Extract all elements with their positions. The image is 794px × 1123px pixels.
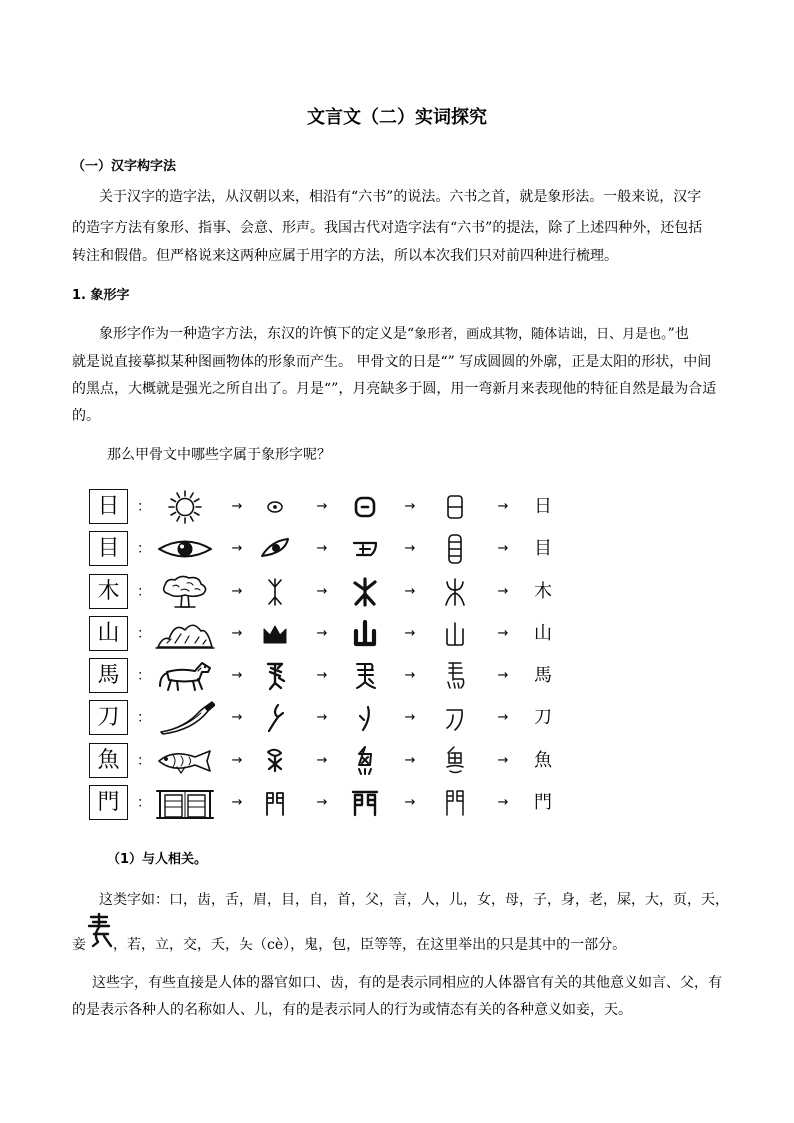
gate-oracle-glyph — [259, 785, 291, 821]
arrow: → — [497, 499, 509, 514]
sun-seal-glyph — [439, 489, 471, 525]
paragraph-text-span: 妾 — [72, 937, 86, 953]
page-title: 文言文（二）实词探究 — [307, 107, 487, 128]
knife-seal-glyph — [439, 700, 471, 736]
evolution-row-eye — [83, 531, 563, 567]
arrow: → — [404, 541, 416, 556]
paragraph-line: 的造字方法有象形、指事、会意、形声。我国古代对造字法有“六书”的提法，除了上述四种外，还包括 — [72, 220, 703, 236]
sun-bronze-glyph — [349, 489, 381, 525]
arrow: → — [231, 668, 243, 683]
modern-char-box: 目 — [89, 531, 128, 566]
arrow: → — [316, 499, 328, 514]
paragraph-line: 这类字如：口，齿，舌，眉，目，自，首，父，言，人，儿，女，母，子，身，老，屎，大，页，天， — [99, 892, 729, 908]
modern-char-box: 門 — [89, 785, 128, 820]
final-char: 日 — [534, 496, 552, 517]
eye-oracle-glyph — [259, 531, 291, 567]
fish-bronze-glyph — [349, 743, 381, 779]
arrow: → — [497, 626, 509, 641]
arrow: → — [316, 626, 328, 641]
eye-pictogram-image — [155, 531, 215, 567]
text-span: 象形字作为一种造字方法，东汉的许慎下的定义是“ — [99, 326, 415, 342]
arrow: → — [316, 795, 328, 810]
modern-char-box: 日 — [89, 489, 128, 524]
arrow: → — [404, 626, 416, 641]
arrow: → — [404, 499, 416, 514]
arrow: → — [316, 668, 328, 683]
evolution-row-gate — [83, 785, 563, 821]
modern-char-box: 馬 — [89, 658, 128, 693]
concubine-oracle-glyph-image — [87, 912, 113, 948]
arrow: → — [231, 499, 243, 514]
gate-bronze-glyph — [349, 785, 381, 821]
colon: ： — [137, 795, 151, 811]
paragraph-line: 转注和假借。但严格说来这两种应属于用字的方法，所以本次我们只对前四种进行梳理。 — [72, 248, 618, 264]
arrow: → — [404, 668, 416, 683]
paragraph-line: 的是表示各种人的名称如人、儿，有的是表示同人的行为或情态有关的各种意义如妾，天。 — [72, 1002, 632, 1018]
arrow: → — [231, 710, 243, 725]
paragraph-line: 就是说直接摹拟某种图画物体的形象而产生。 甲骨文的日是“” 写成圆圆的外廓，正是太阳的形状，中间 — [72, 354, 712, 370]
evolution-row-sun — [83, 489, 563, 525]
arrow: → — [231, 795, 243, 810]
arrow: → — [497, 795, 509, 810]
sun-oracle-glyph — [259, 489, 291, 525]
sun-pictogram-image — [155, 489, 215, 525]
colon: ： — [137, 499, 151, 515]
subsection-heading: 1. 象形字 — [72, 288, 130, 303]
arrow: → — [404, 753, 416, 768]
arrow: → — [404, 710, 416, 725]
horse-seal-glyph — [439, 658, 471, 694]
colon: ： — [137, 541, 151, 557]
modern-char-box: 山 — [89, 616, 128, 651]
arrow: → — [231, 626, 243, 641]
gate-seal-glyph — [439, 785, 471, 821]
arrow: → — [316, 584, 328, 599]
fish-pictogram-image — [155, 743, 215, 779]
modern-char-box: 木 — [89, 574, 128, 609]
evolution-row-mountain — [83, 616, 563, 652]
colon: ： — [137, 753, 151, 769]
mountain-bronze-glyph — [349, 616, 381, 652]
knife-bronze-glyph — [349, 700, 381, 736]
mountain-seal-glyph — [439, 616, 471, 652]
paragraph-line: 关于汉字的造字法，从汉朝以来，相沿有“六书”的说法。六书之首，就是象形法。一般来说，汉字 — [99, 189, 702, 205]
pictograph-evolution-table — [83, 484, 563, 829]
knife-oracle-glyph — [259, 700, 291, 736]
subsection-heading: （1）与人相关。 — [107, 852, 208, 867]
tree-oracle-glyph — [259, 574, 291, 610]
final-char: 木 — [534, 581, 552, 602]
arrow: → — [231, 753, 243, 768]
evolution-row-tree — [83, 574, 563, 610]
arrow: → — [404, 584, 416, 599]
arrow: → — [404, 795, 416, 810]
tree-bronze-glyph — [349, 574, 381, 610]
arrow: → — [497, 753, 509, 768]
fish-oracle-glyph — [259, 743, 291, 779]
knife-pictogram-image — [155, 700, 215, 736]
paragraph-line: 这些字，有些直接是人体的器官如口、齿，有的是表示同相应的人体器官有关的其他意义如言、父，有 — [92, 975, 722, 991]
horse-oracle-glyph — [259, 658, 291, 694]
horse-bronze-glyph — [349, 658, 381, 694]
mountain-pictogram-image — [155, 616, 215, 652]
arrow: → — [316, 753, 328, 768]
tree-seal-glyph — [439, 574, 471, 610]
final-char: 魚 — [534, 750, 552, 771]
eye-bronze-glyph — [349, 531, 381, 567]
arrow: → — [497, 668, 509, 683]
evolution-row-fish — [83, 743, 563, 779]
section-heading: （一）汉字构字法 — [72, 159, 177, 174]
final-char: 目 — [534, 538, 552, 559]
final-char: 刀 — [534, 707, 552, 728]
modern-char-box: 刀 — [89, 700, 128, 735]
mountain-oracle-glyph — [259, 616, 291, 652]
arrow: → — [316, 710, 328, 725]
colon: ： — [137, 584, 151, 600]
fish-seal-glyph — [439, 743, 471, 779]
colon: ： — [137, 668, 151, 684]
colon: ： — [137, 710, 151, 726]
final-char: 門 — [534, 792, 552, 813]
arrow: → — [497, 584, 509, 599]
paragraph-line — [99, 324, 689, 345]
paragraph-line: 的。 — [72, 408, 100, 424]
paragraph-line: 的黑点，大概就是强光之所自出了。月是“”，月亮缺多于圆，用一弯新月来表现他的特征自然是最为合适 — [72, 381, 717, 397]
final-char: 山 — [534, 623, 552, 644]
tree-pictogram-image — [155, 574, 215, 610]
evolution-row-horse — [83, 658, 563, 694]
eye-seal-glyph — [439, 531, 471, 567]
arrow: → — [231, 584, 243, 599]
text-span: ”也 — [667, 326, 689, 342]
arrow: → — [316, 541, 328, 556]
question-line: 那么甲骨文中哪些字属于象形字呢？ — [107, 447, 331, 463]
final-char: 馬 — [534, 665, 552, 686]
arrow: → — [497, 541, 509, 556]
colon: ： — [137, 626, 151, 642]
quoted-definition: 象形者，画成其物，随体诘诎，日、月是也。 — [414, 327, 668, 342]
horse-pictogram-image — [155, 658, 215, 694]
paragraph-text-span: ，若，立，交，夭，夨（cè），鬼，包，臣等等，在这里举出的只是其中的一部分。 — [113, 937, 627, 953]
evolution-row-knife — [83, 700, 563, 736]
arrow: → — [231, 541, 243, 556]
gate-pictogram-image — [155, 785, 215, 821]
modern-char-box: 魚 — [89, 743, 128, 778]
arrow: → — [497, 710, 509, 725]
